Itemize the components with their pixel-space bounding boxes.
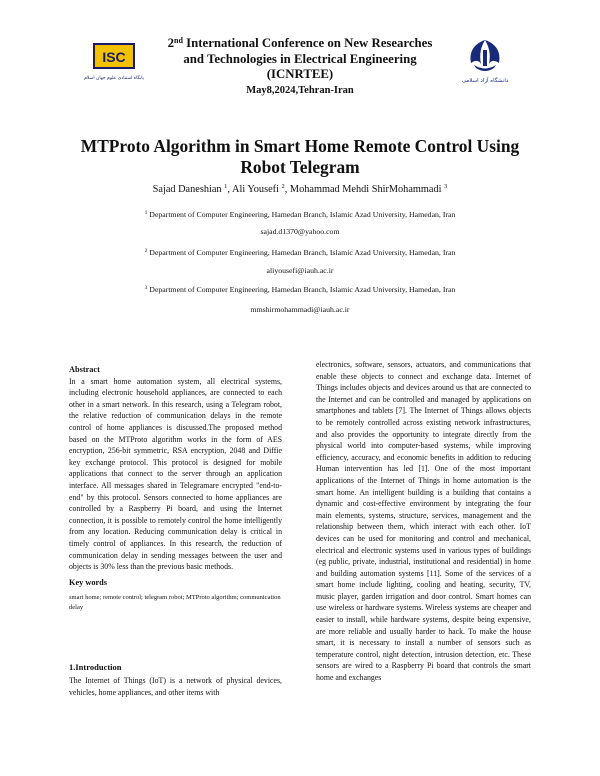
abstract-section: [69, 364, 282, 573]
conference-acronym: (ICNRTEE): [266, 67, 334, 81]
affiliation-email-3: mmshirmohammadi@iauh.ac.ir: [250, 305, 350, 314]
right-column-text: electronics, software, sensors, actuators, and communications that enable these objects to connect and exchange data. Internet of Things includes objects and devices around us that are connected to the Internet and can be controlled and managed by applications on smartphones and tablets [7]. The Internet of Things allows objects to be remotely controlled across existing network infrastructures, and also provides the opportunity to integrate directly from the physical world into computer-based systems, while improving efficiency, accuracy, and economic benefits in addition to reducing Human intervention has led [1]. One of the most important applications of the Internet of Things in home automation is the smart home. An intelligent building is a building that contains a dynamic and cost-effective environment by integrating the four main elements, systems, structure, services, management and the relationship between them, which interact with each other. IoT devices can be used for monitoring and control and mechanical, electrical and electronic systems used in various types of buildings (eg public, private, industrial, institutional and residential) in home and building automation systems [11]. Some of the services of a smart home include lighting, cooling and heating, security, TV, music player, garden irrigation and door control. Smart homes can use wireless or hardware systems. Wireless systems are cheaper and easier to install, while hardware systems, despite being expensive, are more reliable and usually harder to hack. To make the house smart, it is necessary to install a number of sensors such as temperature control, night detection, intrusion detection, etc. These sensors are wired to a Raspberry Pi board that controls the smart home and exchanges: [316, 360, 531, 683]
author-name: Sajad Daneshian: [152, 184, 225, 195]
isc-logo: [84, 42, 144, 86]
iau-logo: [460, 36, 510, 86]
affiliation-3: $^3$ Department of Computer Engineering, Hamedan Branch, Islamic Azad University, Hamedan, Iran: [144, 285, 456, 294]
affiliation-email-2: aliyousefi@iauh.ac.ir: [266, 266, 334, 275]
keywords-heading: Key words: [69, 578, 108, 587]
isc-logo-caption: پایگاه استنادی علوم جهان اسلام: [84, 76, 144, 81]
introduction-heading: 1.Introduction: [69, 662, 122, 672]
author-name: Mohammad Mehdi ShirMohammadi: [289, 184, 445, 195]
author-list: Sajad Daneshian $^1$, Ali Yousefi $^2$, Mohammad Mehdi ShirMohammadi $^3$: [152, 183, 448, 195]
affiliation-email-1: sajad.d1370@yahoo.com: [260, 227, 340, 236]
iau-logo-caption: دانشگاه آزاد اسلامی: [461, 78, 509, 84]
conference-header: [150, 36, 450, 98]
iau-logo-graphic: [460, 36, 510, 86]
keywords-text: smart home; remote control; telegram robot; MTProto algorithm; communication delay: [69, 594, 281, 611]
affiliation-1: $^1$ Department of Computer Engineering, Hamedan Branch, Islamic Azad University, Hamedan, Iran: [144, 210, 456, 219]
author-name: Ali Yousefi: [232, 184, 282, 195]
conference-name-line1: 2nd International Conference on New Researches: [167, 36, 433, 50]
affiliation-2: $^2$ Department of Computer Engineering, Hamedan Branch, Islamic Azad University, Hamedan, Iran: [144, 248, 456, 257]
conference-name-line2: and Technologies in Electrical Engineering: [183, 51, 417, 66]
introduction-text: The Internet of Things (IoT) is a network of physical devices, vehicles, home appliances, and other items with: [69, 676, 282, 697]
abstract-text: In a smart home automation system, all electrical systems, including electronic household appliances, are connected to each other in a smart network. In this research, using a Telegram robot, the relative reduction of communication delays in the remote control of home appliances is discussed.The proposed method based on the MTProto algorithm works in the form of AES encryption, 256-bit symmetric, RSA encryption, 2048 and Diffie key exchange protocol. This protocol is designed for mobile applications that connect to the server through an application interface. All messages shared in Telegramare encrypted "end-to-end" by this protocol. Sensors connected to home appliances are controlled by a Raspberry Pi board, and using the Internet connection, it is possible to remotely control the home intelligently from any location. Reducing communication delay is critical in timely control of appliances. In this research, the reduction of communication delay in sending messages between the user and objects is 30% less than the previous basic methods.: [69, 376, 282, 572]
abstract-heading: Abstract: [69, 365, 100, 374]
isc-logo-graphic: [84, 42, 144, 86]
paper-title: MTProto Algorithm in Smart Home Remote Control Using Robot Telegram: [80, 136, 520, 177]
conference-date: May8,2024,Tehran-Iran: [246, 84, 354, 96]
isc-logo-text: ISC: [102, 49, 126, 65]
